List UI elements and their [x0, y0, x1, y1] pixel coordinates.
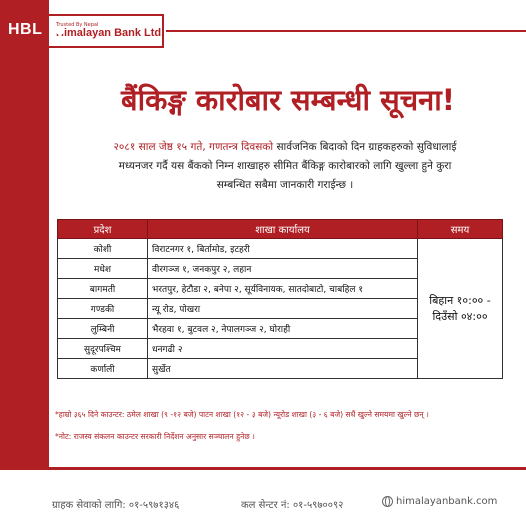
counter-note: *हाम्रो ३६५ दिने काउन्टर: ठमेल शाखा (९ -१२ बजे) पाटन शाखा (१२ - ३ बजे) न्यूरोड शाखा (३ - ६ बजे) सधैं खुल्ने समयमा खुल्ने छन् । — [55, 410, 429, 419]
branches-cell: विराटनगर १, बिर्तामोड, इटहरी — [148, 239, 418, 259]
province-cell: कर्णाली — [58, 359, 148, 379]
header-province: प्रदेश — [58, 220, 148, 239]
time-cell — [418, 239, 503, 379]
table-header-row — [58, 220, 503, 239]
header — [0, 0, 526, 57]
revenue-note: *नोट: राजस्व संकलन काउन्टर सरकारी निर्देशन अनुसार सञ्चालन हुनेछ । — [55, 432, 255, 441]
province-cell: कोशी — [58, 239, 148, 259]
intro-line3: सम्बन्धित सबैमा जानकारी गराईन्छ । — [216, 179, 354, 191]
footer — [0, 467, 526, 526]
province-cell: लुम्बिनी — [58, 319, 148, 339]
intro-line1-rest: सार्वजनिक बिदाको दिन ग्राहकहरुको सुविधालाई — [273, 141, 457, 153]
table-row — [58, 239, 503, 259]
intro-line2: मध्यनजर गर्दै यस बैंकको निम्न शाखाहरु सीमित बैंकिङ्ग कारोबारको लागि खुल्ला हुने कुरा — [118, 160, 452, 172]
header-branch-office: शाखा कार्यालय — [148, 220, 418, 239]
logo-name: Himalayan Bank Ltd. — [56, 27, 165, 39]
hbl-wordmark: HBL — [8, 21, 43, 38]
branch-table — [57, 219, 503, 379]
province-cell: गण्डकी — [58, 299, 148, 319]
logo-tagline: Trusted By Nepal — [56, 22, 99, 28]
branches-cell: सुर्खेत — [148, 359, 418, 379]
province-cell: बागमती — [58, 279, 148, 299]
header-rule — [166, 30, 526, 32]
branches-cell: भैरहवा १, बुटवल २, नेपालगञ्ज २, घोराही — [148, 319, 418, 339]
province-cell: सुदूरपश्चिम — [58, 339, 148, 359]
left-brand-band — [0, 0, 49, 467]
website-link[interactable] — [382, 496, 497, 507]
branches-cell: भरतपुर, हेटौडा २, बनेपा २, सूर्यविनायक, सातदोबाटो, चाबहिल १ — [148, 279, 418, 299]
branches-cell: न्यू रोड, पोखरा — [148, 299, 418, 319]
globe-icon — [382, 496, 393, 507]
province-cell: मधेश — [58, 259, 148, 279]
branches-cell: वीरगञ्ज १, जनकपुर २, लहान — [148, 259, 418, 279]
notice-title: बैंकिङ्ग कारोबार सम्बन्धी सूचना! — [121, 83, 455, 117]
header-time: समय — [418, 220, 503, 239]
bank-logo — [47, 14, 164, 48]
intro-date: २०८१ साल जेष्ठ १५ गते, गणतन्त्र दिवसको — [113, 141, 274, 153]
customer-service-number: ग्राहक सेवाको लागि: ०१-५९७१३४६ — [52, 500, 180, 511]
website-text: himalayanbank.com — [396, 496, 498, 507]
time-end: दिउँसो ०४:०० — [432, 309, 488, 323]
notice-intro — [55, 138, 515, 195]
branches-cell: धनगढी २ — [148, 339, 418, 359]
call-center-number: कल सेन्टर नं: ०१-५९७००९२ — [241, 500, 344, 511]
time-start: बिहान १०:०० - — [429, 293, 491, 307]
